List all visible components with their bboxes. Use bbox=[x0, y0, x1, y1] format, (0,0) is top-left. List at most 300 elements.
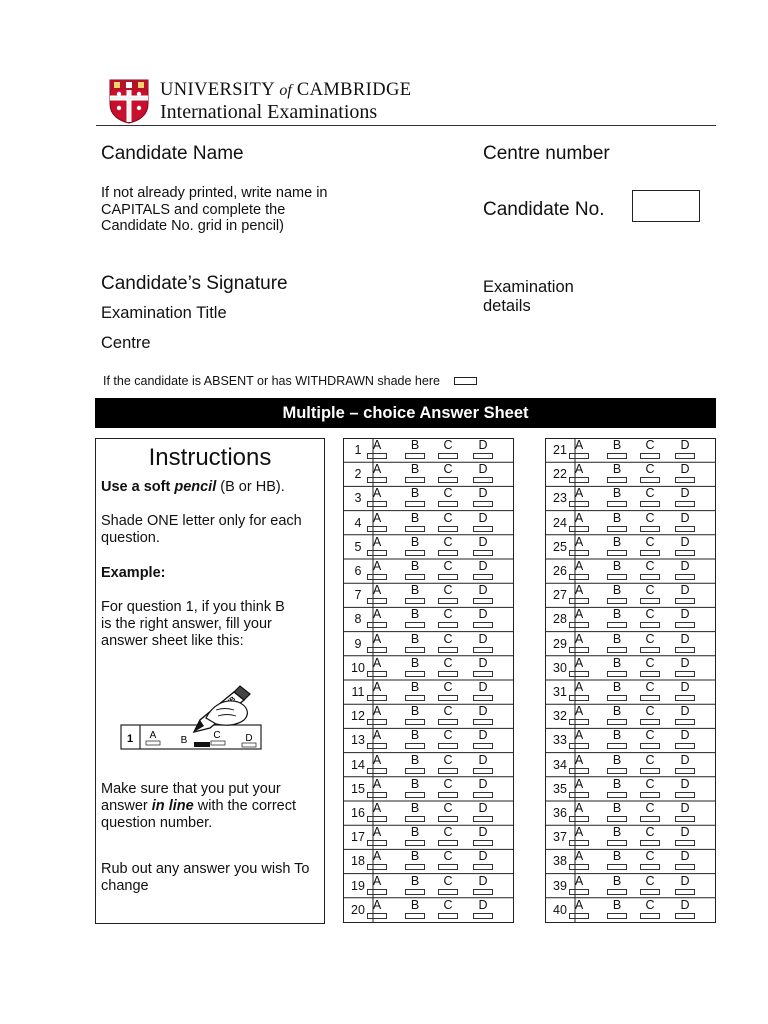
choice-d[interactable] bbox=[673, 753, 697, 777]
answer-bubble[interactable] bbox=[473, 864, 493, 870]
choice-c[interactable] bbox=[638, 607, 662, 631]
answer-bubble[interactable] bbox=[640, 550, 660, 556]
choice-c[interactable] bbox=[638, 704, 662, 728]
answer-bubble[interactable] bbox=[607, 574, 627, 580]
answer-bubble[interactable] bbox=[607, 501, 627, 507]
choice-a[interactable] bbox=[365, 559, 389, 583]
choice-a[interactable] bbox=[365, 438, 389, 462]
choice-c[interactable] bbox=[436, 559, 460, 583]
choice-c[interactable] bbox=[436, 438, 460, 462]
answer-bubble[interactable] bbox=[607, 695, 627, 701]
choice-d[interactable] bbox=[471, 438, 495, 462]
answer-bubble[interactable] bbox=[405, 526, 425, 532]
answer-bubble[interactable] bbox=[438, 453, 458, 459]
choice-c[interactable] bbox=[638, 632, 662, 656]
answer-bubble[interactable] bbox=[473, 840, 493, 846]
choice-a[interactable] bbox=[567, 874, 591, 898]
choice-a[interactable] bbox=[567, 656, 591, 680]
answer-bubble[interactable] bbox=[640, 622, 660, 628]
answer-bubble[interactable] bbox=[367, 526, 387, 532]
choice-a[interactable] bbox=[567, 559, 591, 583]
choice-d[interactable] bbox=[673, 462, 697, 486]
choice-b[interactable] bbox=[605, 777, 629, 801]
choice-b[interactable] bbox=[605, 583, 629, 607]
answer-bubble[interactable] bbox=[569, 550, 589, 556]
choice-d[interactable] bbox=[673, 632, 697, 656]
choice-c[interactable] bbox=[436, 898, 460, 922]
answer-bubble[interactable] bbox=[367, 477, 387, 483]
answer-bubble[interactable] bbox=[405, 695, 425, 701]
choice-d[interactable] bbox=[471, 535, 495, 559]
answer-bubble[interactable] bbox=[438, 840, 458, 846]
answer-bubble[interactable] bbox=[607, 598, 627, 604]
answer-bubble[interactable] bbox=[438, 574, 458, 580]
choice-d[interactable] bbox=[471, 753, 495, 777]
answer-bubble[interactable] bbox=[367, 792, 387, 798]
answer-bubble[interactable] bbox=[438, 671, 458, 677]
answer-bubble[interactable] bbox=[367, 743, 387, 749]
answer-bubble[interactable] bbox=[367, 913, 387, 919]
choice-b[interactable] bbox=[403, 559, 427, 583]
answer-bubble[interactable] bbox=[675, 792, 695, 798]
answer-bubble[interactable] bbox=[367, 453, 387, 459]
choice-a[interactable] bbox=[365, 898, 389, 922]
answer-bubble[interactable] bbox=[640, 792, 660, 798]
choice-a[interactable] bbox=[567, 753, 591, 777]
answer-bubble[interactable] bbox=[675, 501, 695, 507]
answer-bubble[interactable] bbox=[438, 501, 458, 507]
choice-c[interactable] bbox=[638, 874, 662, 898]
choice-a[interactable] bbox=[567, 486, 591, 510]
choice-d[interactable] bbox=[471, 486, 495, 510]
choice-a[interactable] bbox=[567, 607, 591, 631]
choice-c[interactable] bbox=[436, 511, 460, 535]
choice-d[interactable] bbox=[673, 728, 697, 752]
choice-a[interactable] bbox=[365, 849, 389, 873]
answer-bubble[interactable] bbox=[640, 647, 660, 653]
choice-a[interactable] bbox=[365, 486, 389, 510]
choice-c[interactable] bbox=[436, 753, 460, 777]
choice-c[interactable] bbox=[638, 825, 662, 849]
choice-a[interactable] bbox=[567, 728, 591, 752]
answer-bubble[interactable] bbox=[438, 550, 458, 556]
answer-bubble[interactable] bbox=[640, 816, 660, 822]
choice-a[interactable] bbox=[567, 680, 591, 704]
answer-bubble[interactable] bbox=[438, 792, 458, 798]
answer-bubble[interactable] bbox=[607, 816, 627, 822]
choice-d[interactable] bbox=[673, 777, 697, 801]
choice-d[interactable] bbox=[471, 583, 495, 607]
answer-bubble[interactable] bbox=[607, 768, 627, 774]
choice-a[interactable] bbox=[365, 825, 389, 849]
answer-bubble[interactable] bbox=[473, 598, 493, 604]
answer-bubble[interactable] bbox=[367, 695, 387, 701]
answer-bubble[interactable] bbox=[473, 453, 493, 459]
answer-bubble[interactable] bbox=[569, 792, 589, 798]
choice-b[interactable] bbox=[605, 486, 629, 510]
answer-bubble[interactable] bbox=[640, 840, 660, 846]
choice-d[interactable] bbox=[471, 801, 495, 825]
choice-b[interactable] bbox=[403, 777, 427, 801]
choice-d[interactable] bbox=[471, 777, 495, 801]
answer-bubble[interactable] bbox=[405, 501, 425, 507]
answer-bubble[interactable] bbox=[607, 453, 627, 459]
choice-a[interactable] bbox=[365, 535, 389, 559]
choice-b[interactable] bbox=[605, 728, 629, 752]
choice-c[interactable] bbox=[436, 632, 460, 656]
choice-c[interactable] bbox=[638, 680, 662, 704]
choice-b[interactable] bbox=[403, 680, 427, 704]
choice-d[interactable] bbox=[471, 462, 495, 486]
choice-d[interactable] bbox=[673, 438, 697, 462]
choice-b[interactable] bbox=[403, 438, 427, 462]
choice-a[interactable] bbox=[567, 632, 591, 656]
choice-c[interactable] bbox=[638, 801, 662, 825]
answer-bubble[interactable] bbox=[405, 719, 425, 725]
answer-bubble[interactable] bbox=[675, 647, 695, 653]
choice-a[interactable] bbox=[365, 680, 389, 704]
answer-bubble[interactable] bbox=[640, 526, 660, 532]
answer-bubble[interactable] bbox=[405, 768, 425, 774]
choice-c[interactable] bbox=[436, 462, 460, 486]
choice-b[interactable] bbox=[403, 535, 427, 559]
answer-bubble[interactable] bbox=[675, 743, 695, 749]
answer-bubble[interactable] bbox=[675, 695, 695, 701]
answer-bubble[interactable] bbox=[640, 913, 660, 919]
choice-d[interactable] bbox=[673, 535, 697, 559]
answer-bubble[interactable] bbox=[405, 622, 425, 628]
choice-a[interactable] bbox=[365, 777, 389, 801]
choice-a[interactable] bbox=[567, 462, 591, 486]
choice-c[interactable] bbox=[638, 777, 662, 801]
answer-bubble[interactable] bbox=[607, 477, 627, 483]
choice-b[interactable] bbox=[605, 801, 629, 825]
answer-bubble[interactable] bbox=[675, 671, 695, 677]
choice-a[interactable] bbox=[567, 801, 591, 825]
answer-bubble[interactable] bbox=[405, 864, 425, 870]
choice-b[interactable] bbox=[403, 898, 427, 922]
choice-b[interactable] bbox=[403, 825, 427, 849]
answer-bubble[interactable] bbox=[438, 816, 458, 822]
choice-b[interactable] bbox=[605, 535, 629, 559]
choice-d[interactable] bbox=[471, 704, 495, 728]
choice-a[interactable] bbox=[365, 704, 389, 728]
choice-c[interactable] bbox=[638, 438, 662, 462]
answer-bubble[interactable] bbox=[473, 719, 493, 725]
choice-a[interactable] bbox=[567, 777, 591, 801]
answer-bubble[interactable] bbox=[569, 743, 589, 749]
choice-c[interactable] bbox=[638, 753, 662, 777]
answer-bubble[interactable] bbox=[473, 501, 493, 507]
answer-bubble[interactable] bbox=[569, 816, 589, 822]
choice-b[interactable] bbox=[605, 462, 629, 486]
answer-bubble[interactable] bbox=[640, 864, 660, 870]
choice-d[interactable] bbox=[471, 559, 495, 583]
answer-bubble[interactable] bbox=[640, 501, 660, 507]
answer-bubble[interactable] bbox=[607, 743, 627, 749]
choice-a[interactable] bbox=[365, 583, 389, 607]
answer-bubble[interactable] bbox=[367, 840, 387, 846]
choice-d[interactable] bbox=[673, 849, 697, 873]
answer-bubble[interactable] bbox=[607, 647, 627, 653]
choice-b[interactable] bbox=[605, 704, 629, 728]
choice-c[interactable] bbox=[436, 728, 460, 752]
answer-bubble[interactable] bbox=[438, 477, 458, 483]
choice-b[interactable] bbox=[403, 801, 427, 825]
answer-bubble[interactable] bbox=[438, 768, 458, 774]
choice-b[interactable] bbox=[403, 656, 427, 680]
answer-bubble[interactable] bbox=[438, 719, 458, 725]
choice-c[interactable] bbox=[638, 898, 662, 922]
choice-c[interactable] bbox=[638, 535, 662, 559]
answer-bubble[interactable] bbox=[640, 574, 660, 580]
answer-bubble[interactable] bbox=[569, 671, 589, 677]
answer-bubble[interactable] bbox=[569, 501, 589, 507]
answer-bubble[interactable] bbox=[607, 913, 627, 919]
answer-bubble[interactable] bbox=[473, 889, 493, 895]
answer-bubble[interactable] bbox=[569, 622, 589, 628]
answer-bubble[interactable] bbox=[405, 671, 425, 677]
absent-shade-box[interactable] bbox=[454, 377, 477, 385]
answer-bubble[interactable] bbox=[405, 792, 425, 798]
answer-bubble[interactable] bbox=[675, 526, 695, 532]
choice-d[interactable] bbox=[673, 559, 697, 583]
answer-bubble[interactable] bbox=[675, 477, 695, 483]
choice-d[interactable] bbox=[471, 656, 495, 680]
choice-c[interactable] bbox=[436, 874, 460, 898]
answer-bubble[interactable] bbox=[640, 671, 660, 677]
answer-bubble[interactable] bbox=[569, 913, 589, 919]
answer-bubble[interactable] bbox=[675, 574, 695, 580]
choice-c[interactable] bbox=[638, 849, 662, 873]
choice-c[interactable] bbox=[638, 728, 662, 752]
choice-a[interactable] bbox=[567, 535, 591, 559]
answer-bubble[interactable] bbox=[405, 840, 425, 846]
answer-bubble[interactable] bbox=[640, 598, 660, 604]
answer-bubble[interactable] bbox=[405, 477, 425, 483]
choice-c[interactable] bbox=[436, 607, 460, 631]
choice-d[interactable] bbox=[471, 728, 495, 752]
answer-bubble[interactable] bbox=[607, 550, 627, 556]
choice-d[interactable] bbox=[673, 583, 697, 607]
choice-b[interactable] bbox=[605, 898, 629, 922]
choice-d[interactable] bbox=[673, 825, 697, 849]
answer-bubble[interactable] bbox=[675, 453, 695, 459]
answer-bubble[interactable] bbox=[367, 622, 387, 628]
choice-c[interactable] bbox=[436, 777, 460, 801]
choice-b[interactable] bbox=[605, 607, 629, 631]
answer-bubble[interactable] bbox=[569, 574, 589, 580]
choice-a[interactable] bbox=[365, 728, 389, 752]
choice-a[interactable] bbox=[365, 632, 389, 656]
choice-b[interactable] bbox=[403, 728, 427, 752]
answer-bubble[interactable] bbox=[675, 768, 695, 774]
answer-bubble[interactable] bbox=[607, 622, 627, 628]
answer-bubble[interactable] bbox=[367, 889, 387, 895]
answer-bubble[interactable] bbox=[569, 840, 589, 846]
choice-d[interactable] bbox=[673, 486, 697, 510]
answer-bubble[interactable] bbox=[607, 864, 627, 870]
choice-b[interactable] bbox=[403, 632, 427, 656]
answer-bubble[interactable] bbox=[607, 889, 627, 895]
answer-bubble[interactable] bbox=[367, 864, 387, 870]
choice-d[interactable] bbox=[471, 874, 495, 898]
choice-c[interactable] bbox=[436, 656, 460, 680]
choice-d[interactable] bbox=[673, 801, 697, 825]
choice-c[interactable] bbox=[436, 680, 460, 704]
answer-bubble[interactable] bbox=[473, 647, 493, 653]
choice-a[interactable] bbox=[567, 583, 591, 607]
choice-d[interactable] bbox=[471, 607, 495, 631]
answer-bubble[interactable] bbox=[367, 816, 387, 822]
choice-d[interactable] bbox=[673, 607, 697, 631]
choice-d[interactable] bbox=[471, 849, 495, 873]
choice-a[interactable] bbox=[365, 462, 389, 486]
answer-bubble[interactable] bbox=[675, 840, 695, 846]
choice-c[interactable] bbox=[436, 801, 460, 825]
answer-bubble[interactable] bbox=[367, 501, 387, 507]
answer-bubble[interactable] bbox=[405, 598, 425, 604]
answer-bubble[interactable] bbox=[607, 671, 627, 677]
answer-bubble[interactable] bbox=[367, 671, 387, 677]
choice-d[interactable] bbox=[471, 680, 495, 704]
answer-bubble[interactable] bbox=[607, 719, 627, 725]
choice-a[interactable] bbox=[365, 801, 389, 825]
choice-d[interactable] bbox=[471, 511, 495, 535]
answer-bubble[interactable] bbox=[473, 695, 493, 701]
choice-b[interactable] bbox=[403, 583, 427, 607]
answer-bubble[interactable] bbox=[473, 671, 493, 677]
answer-bubble[interactable] bbox=[675, 913, 695, 919]
choice-c[interactable] bbox=[436, 486, 460, 510]
choice-d[interactable] bbox=[471, 825, 495, 849]
answer-bubble[interactable] bbox=[438, 598, 458, 604]
choice-b[interactable] bbox=[605, 656, 629, 680]
answer-bubble[interactable] bbox=[473, 574, 493, 580]
choice-b[interactable] bbox=[605, 825, 629, 849]
choice-c[interactable] bbox=[638, 511, 662, 535]
answer-bubble[interactable] bbox=[569, 768, 589, 774]
choice-b[interactable] bbox=[403, 704, 427, 728]
choice-a[interactable] bbox=[567, 825, 591, 849]
choice-b[interactable] bbox=[605, 874, 629, 898]
answer-bubble[interactable] bbox=[607, 792, 627, 798]
answer-bubble[interactable] bbox=[367, 647, 387, 653]
answer-bubble[interactable] bbox=[405, 574, 425, 580]
answer-bubble[interactable] bbox=[438, 913, 458, 919]
answer-bubble[interactable] bbox=[473, 477, 493, 483]
choice-c[interactable] bbox=[436, 825, 460, 849]
choice-a[interactable] bbox=[567, 849, 591, 873]
answer-bubble[interactable] bbox=[675, 816, 695, 822]
answer-bubble[interactable] bbox=[367, 768, 387, 774]
answer-bubble[interactable] bbox=[569, 453, 589, 459]
answer-bubble[interactable] bbox=[607, 526, 627, 532]
choice-d[interactable] bbox=[673, 874, 697, 898]
choice-d[interactable] bbox=[471, 632, 495, 656]
answer-bubble[interactable] bbox=[675, 598, 695, 604]
choice-b[interactable] bbox=[605, 511, 629, 535]
answer-bubble[interactable] bbox=[438, 889, 458, 895]
answer-bubble[interactable] bbox=[675, 719, 695, 725]
answer-bubble[interactable] bbox=[569, 647, 589, 653]
answer-bubble[interactable] bbox=[675, 622, 695, 628]
choice-a[interactable] bbox=[365, 874, 389, 898]
choice-b[interactable] bbox=[605, 753, 629, 777]
answer-bubble[interactable] bbox=[405, 889, 425, 895]
choice-a[interactable] bbox=[567, 438, 591, 462]
choice-d[interactable] bbox=[673, 656, 697, 680]
choice-d[interactable] bbox=[673, 680, 697, 704]
answer-bubble[interactable] bbox=[607, 840, 627, 846]
choice-c[interactable] bbox=[638, 462, 662, 486]
answer-bubble[interactable] bbox=[569, 889, 589, 895]
answer-bubble[interactable] bbox=[675, 889, 695, 895]
choice-c[interactable] bbox=[638, 486, 662, 510]
answer-bubble[interactable] bbox=[569, 598, 589, 604]
choice-a[interactable] bbox=[365, 753, 389, 777]
answer-bubble[interactable] bbox=[569, 526, 589, 532]
answer-bubble[interactable] bbox=[640, 768, 660, 774]
answer-bubble[interactable] bbox=[367, 598, 387, 604]
answer-bubble[interactable] bbox=[438, 622, 458, 628]
answer-bubble[interactable] bbox=[640, 477, 660, 483]
answer-bubble[interactable] bbox=[473, 622, 493, 628]
choice-b[interactable] bbox=[605, 632, 629, 656]
choice-a[interactable] bbox=[567, 704, 591, 728]
answer-bubble[interactable] bbox=[405, 647, 425, 653]
answer-bubble[interactable] bbox=[438, 695, 458, 701]
answer-bubble[interactable] bbox=[405, 550, 425, 556]
answer-bubble[interactable] bbox=[473, 526, 493, 532]
answer-bubble[interactable] bbox=[473, 550, 493, 556]
candidate-number-box[interactable] bbox=[632, 190, 700, 222]
answer-bubble[interactable] bbox=[640, 453, 660, 459]
choice-b[interactable] bbox=[605, 559, 629, 583]
choice-c[interactable] bbox=[638, 583, 662, 607]
choice-b[interactable] bbox=[403, 511, 427, 535]
answer-bubble[interactable] bbox=[438, 864, 458, 870]
choice-b[interactable] bbox=[403, 874, 427, 898]
answer-bubble[interactable] bbox=[675, 550, 695, 556]
choice-c[interactable] bbox=[436, 535, 460, 559]
choice-a[interactable] bbox=[365, 511, 389, 535]
choice-b[interactable] bbox=[403, 486, 427, 510]
choice-b[interactable] bbox=[403, 849, 427, 873]
choice-c[interactable] bbox=[638, 656, 662, 680]
answer-bubble[interactable] bbox=[367, 550, 387, 556]
choice-a[interactable] bbox=[567, 898, 591, 922]
choice-d[interactable] bbox=[471, 898, 495, 922]
answer-bubble[interactable] bbox=[473, 743, 493, 749]
answer-bubble[interactable] bbox=[640, 695, 660, 701]
choice-c[interactable] bbox=[638, 559, 662, 583]
choice-d[interactable] bbox=[673, 898, 697, 922]
answer-bubble[interactable] bbox=[438, 526, 458, 532]
answer-bubble[interactable] bbox=[675, 864, 695, 870]
choice-a[interactable] bbox=[365, 656, 389, 680]
choice-d[interactable] bbox=[673, 704, 697, 728]
choice-a[interactable] bbox=[567, 511, 591, 535]
answer-bubble[interactable] bbox=[473, 816, 493, 822]
choice-c[interactable] bbox=[436, 583, 460, 607]
answer-bubble[interactable] bbox=[640, 743, 660, 749]
choice-b[interactable] bbox=[605, 849, 629, 873]
answer-bubble[interactable] bbox=[405, 743, 425, 749]
answer-bubble[interactable] bbox=[438, 743, 458, 749]
answer-bubble[interactable] bbox=[405, 913, 425, 919]
answer-bubble[interactable] bbox=[569, 864, 589, 870]
